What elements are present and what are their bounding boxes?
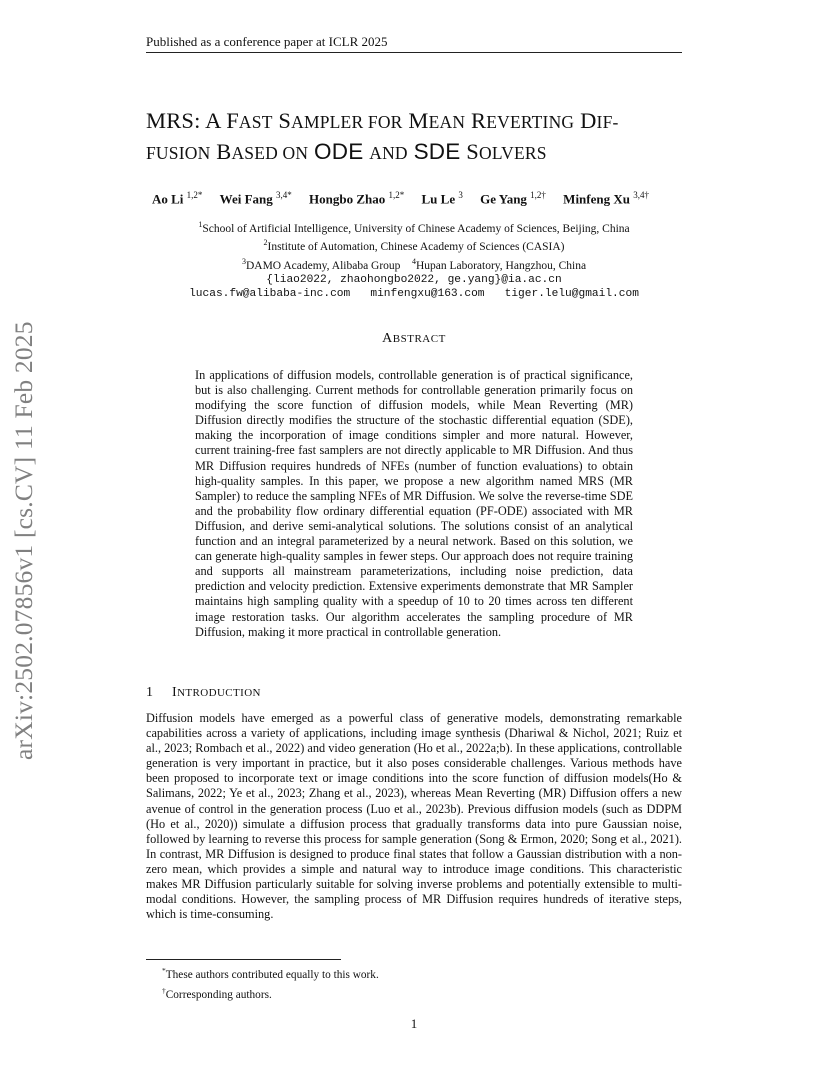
- footnote-rule: [146, 959, 341, 960]
- email-line: lucas.fw@alibaba-inc.com minfengxu@163.com tiger.lelu@gmail.com: [189, 288, 639, 301]
- footnote: *These authors contributed equally to this work.: [162, 966, 379, 981]
- arxiv-stamp: arXiv:2502.07856v1 [cs.CV] 11 Feb 2025: [9, 321, 38, 760]
- affiliations: $^1$School of Artificial Intelligence, University of Chinese Academy of Sciences, Beijing, China $^2$Institute of Automation, Chinese Academy of Sciences (CASIA) $^3$DAMO Academy, Alibaba Group $^4$Hupan Laboratory, Hangzhou, China {liao2022, zhaohongbo2022, ge.yang}@ia.ac.cn lucas.fw@alibaba-inc.com minfengxu@163.com tiger.lelu@gmail.com: [146, 218, 682, 302]
- author: Ao Li $^{1,2*}$: [152, 190, 203, 207]
- author: Lu Le $^3$: [421, 190, 463, 207]
- section-heading: 1 INTRODUCTION: [146, 685, 261, 700]
- author-list: [152, 190, 682, 207]
- author: Wei Fang $^{3,4*}$: [219, 190, 292, 207]
- abstract-text: In applications of diffusion models, controllable generation is of practical significance, but is also challenging. Current methods for controllable generation primarily focus on modifying the score function of diffusion models, while Mean Reverting (MR) Diffusion directly modifies the structure of the stochastic differential equation (SDE), making the incorporation of image conditions simpler and more natural. However, current training-free fast samplers are not directly applicable to MR Diffusion. And thus MR Diffusion requires hundreds of NFEs (number of function evaluations) to obtain high-quality samples. In this paper, we propose a new algorithm named MRS (MR Sampler) to reduce the sampling NFEs of MR Diffusion. We solve the reverse-time SDE and the probability flow ordinary differential equation (PF-ODE) associated with MR Diffusion, and derive semi-analytical solutions. The solutions consist of an analytical function and an integral parameterized by a neural network. Based on this solution, we can generate high-quality samples in fewer steps. Our approach does not require training and supports all mainstream parameterizations, including noise prediction, data prediction and velocity prediction. Extensive experiments demonstrate that MR Sampler maintains high sampling quality with a speedup of 10 to 20 times across ten different image restoration tasks. Our algorithm accelerates the sampling procedure of MR Diffusion, making it more practical in controllable generation.: [195, 368, 633, 639]
- footnote: †Corresponding authors.: [162, 985, 272, 1001]
- email-line: {liao2022, zhaohongbo2022, ge.yang}@ia.ac.cn: [266, 273, 562, 286]
- intro-paragraph: Diffusion models have emerged as a powerful class of generative models, demonstrating remarkable capabilities across a variety of applications, including image synthesis (Dhariwal & Nichol, 2021; Ruiz et al., 2023; Rombach et al., 2022) and video generation (Ho et al., 2022a;b). In these applications, controllable generation is very important in practice, but it also poses considerable challenges. Various methods have been proposed to incorporate text or image conditions into the score function of diffusion models(Ho & Salimans, 2022; Ye et al., 2023; Zhang et al., 2023), whereas Mean Reverting (MR) Diffusion offers a new avenue of control in the generation process (Luo et al., 2023b). Previous diffusion models (such as DDPM (Ho et al., 2020)) simulate a diffusion process that gradually transforms data into pure Gaussian noise, followed by learning to reverse this process for sample generation (Song & Ermon, 2020; Song et al., 2021). In contrast, MR Diffusion is designed to produce final states that follow a Gaussian distribution with a non-zero mean, which provides a simple and natural way to introduce image conditions. This characteristic makes MR Diffusion particularly suitable for solving inverse problems and potentially extensible to multi-modal conditions. However, the sampling process of MR Diffusion requires hundreds of iterative steps, which is time-consuming.: [146, 711, 682, 922]
- running-header: Published as a conference paper at ICLR 2025: [146, 34, 388, 49]
- header-rule: [146, 52, 682, 53]
- page-number: 1: [410, 1016, 418, 1031]
- author: Minfeng Xu $^{3,4\dagger}$: [563, 190, 649, 207]
- abstract-heading: ABSTRACT: [382, 331, 446, 346]
- paper-title: MRS: A FAST SAMPLER FOR MEAN REVERTING DIF- FUSION BASED ON ODE AND SDE SOLVERS: [146, 108, 619, 164]
- author: Ge Yang $^{1,2\dagger}$: [480, 190, 546, 207]
- author: Hongbo Zhao $^{1,2*}$: [309, 190, 405, 207]
- footnotes: [162, 963, 379, 1003]
